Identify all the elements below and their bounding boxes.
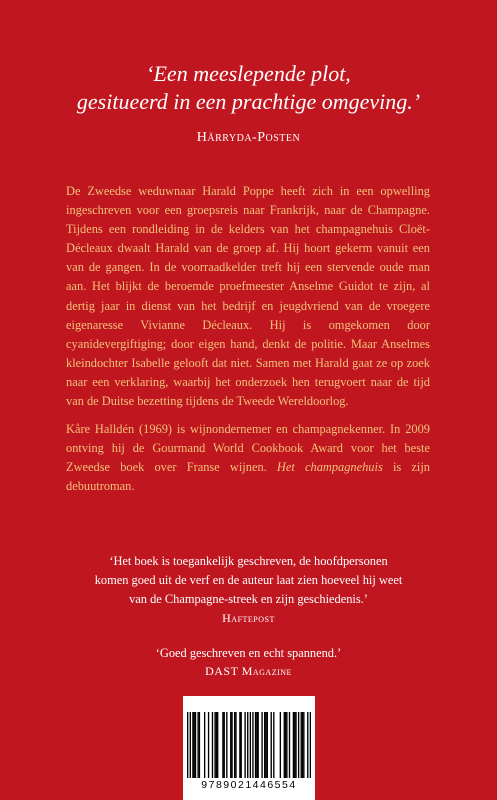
blurb-paragraph-1: De Zweedse weduwnaar Harald Poppe heeft zich in een opwelling ingeschreven voor een groepsreis naar Frankrijk, naar de Champagne. Tijdens een rondleiding in de kelders van het champagnehuis Cloët-Décleaux dwaalt Harald van de groep af. Hij hoort gekerm vanuit een van de gangen. In de voorraadkelder treft hij een stervende oude man aan. Het blijkt de beroemde proefmeester Anselme Guidot te zijn, al dertig jaar in dienst van het bedrijf en jeugdvriend van de vroegere eigenaresse Vivianne Décleaux. Hij is omgekomen door cyanidevergiftiging; door eigen hand, denkt de politie. Maar Anselmes kleindochter Isabelle gelooft dat niet. Samen met Harald gaat ze op zoek naar een verklaring, waarbij het onderzoek hen terugvoert naar de tijd van de Duitse bezetting tijdens de Tweede Wereldoorlog. bbox=[66, 184, 430, 409]
top-review-quote bbox=[0, 60, 497, 116]
barcode-bar bbox=[256, 712, 257, 778]
barcode-bar bbox=[214, 712, 215, 778]
barcode-bar bbox=[231, 712, 232, 778]
barcode-bar bbox=[267, 712, 268, 778]
barcode-bar bbox=[217, 712, 218, 778]
review1-line-1: ‘Het boek is toegankelijk geschreven, de hoofdpersonen bbox=[109, 554, 388, 568]
barcode-bar bbox=[261, 712, 262, 778]
barcode-bar bbox=[247, 712, 248, 778]
barcode-bar bbox=[241, 712, 242, 778]
barcode-bar bbox=[298, 712, 299, 778]
barcode-bar bbox=[204, 712, 205, 778]
barcode-bar bbox=[235, 712, 236, 778]
barcode-bar bbox=[257, 712, 258, 778]
book-title: Het champagnehuis bbox=[276, 460, 383, 475]
author-bio-start: Kåre Halldén (1969) is wijnondernemer en champagnekenner. In 2009 ontving hij de Gourmand World Cookbook Award voor het beste Zweedse boek over Franse wijnen. bbox=[66, 422, 430, 475]
barcode-bar bbox=[197, 712, 198, 778]
barcode-bar bbox=[293, 712, 294, 778]
barcode-bars bbox=[187, 712, 311, 778]
barcode-bar bbox=[194, 712, 195, 778]
barcode-bar bbox=[192, 712, 193, 778]
barcode-bar bbox=[307, 712, 308, 778]
barcode-bar bbox=[294, 712, 295, 778]
barcode-bar bbox=[195, 712, 196, 778]
barcode-bar bbox=[222, 712, 223, 778]
barcode-bar bbox=[239, 712, 240, 778]
barcode-bar bbox=[216, 712, 217, 778]
barcode-bar bbox=[284, 712, 285, 778]
author-bio bbox=[66, 420, 430, 496]
review1-line-2: komen goed uit de verf en de auteur laat zien hoeveel hij weet bbox=[94, 573, 403, 587]
barcode-bar bbox=[265, 712, 266, 778]
barcode-bar bbox=[301, 712, 302, 778]
barcode-bar bbox=[212, 712, 213, 778]
blurb bbox=[66, 182, 430, 506]
barcode-number: 9789021446554 bbox=[201, 779, 297, 791]
barcode-bar bbox=[302, 712, 303, 778]
barcode-bar bbox=[273, 712, 274, 778]
barcode-bar bbox=[199, 712, 200, 778]
barcode-bar bbox=[271, 712, 272, 778]
barcode bbox=[183, 696, 315, 800]
barcode-bar bbox=[244, 712, 245, 778]
barcode-bar bbox=[234, 712, 235, 778]
review2-source: DAST Magazine bbox=[205, 664, 292, 678]
barcode-bar bbox=[230, 712, 231, 778]
barcode-bar bbox=[208, 712, 209, 778]
barcode-bar bbox=[289, 712, 290, 778]
barcode-bar bbox=[252, 712, 253, 778]
review2-line-1: ‘Goed geschreven en echt spannend.’ bbox=[155, 646, 342, 660]
barcode-bar bbox=[187, 712, 188, 778]
barcode-bar bbox=[226, 712, 227, 778]
review1-line-3: van de Champagne-streek en zijn geschiedenis.’ bbox=[129, 592, 368, 606]
top-quote-line-2: gesitueerd in een prachtige omgeving.’ bbox=[76, 89, 421, 114]
author-bio-end: is zijn debuutroman. bbox=[66, 460, 430, 494]
barcode-bar bbox=[286, 712, 287, 778]
barcode-bar bbox=[280, 712, 281, 778]
review1-source: Haftepost bbox=[222, 611, 275, 625]
barcode-bar bbox=[285, 712, 286, 778]
barcode-bar bbox=[303, 712, 304, 778]
barcode-bar bbox=[250, 712, 251, 778]
barcode-bar bbox=[264, 712, 265, 778]
top-quote-source: Härryda-Posten bbox=[196, 130, 301, 145]
barcode-bar bbox=[255, 712, 256, 778]
barcode-bar bbox=[295, 712, 296, 778]
barcode-bar bbox=[190, 712, 191, 778]
barcode-bar bbox=[224, 712, 225, 778]
review-quote-1 bbox=[0, 552, 497, 628]
top-quote-line-1: ‘Een meeslepende plot, bbox=[146, 61, 351, 86]
review-quote-2 bbox=[0, 644, 497, 680]
barcode-bar bbox=[310, 712, 311, 778]
